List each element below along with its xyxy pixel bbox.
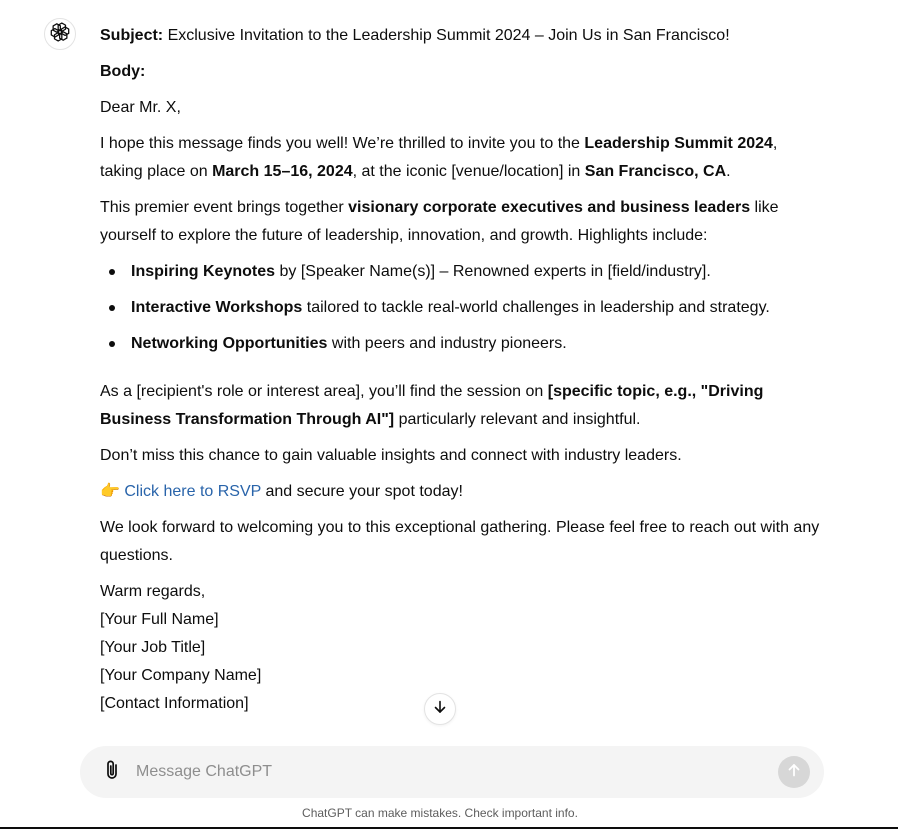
highlight-title: Networking Opportunities — [131, 335, 328, 352]
event-city: San Francisco, CA — [584, 163, 727, 180]
cta-paragraph: Don’t miss this chance to gain valuable insights and connect with industry leaders. — [100, 447, 682, 464]
rsvp-paragraph — [100, 478, 820, 506]
attach-button[interactable] — [100, 759, 124, 785]
pointing-hand-icon: 👉 — [100, 483, 120, 500]
message-input[interactable] — [136, 760, 756, 784]
highlight-text: tailored to tackle real-world challenges in leadership and strategy. — [302, 299, 770, 316]
highlight-title: Inspiring Keynotes — [131, 263, 276, 280]
body-label: Body: — [100, 63, 146, 80]
subject-text: Exclusive Invitation to the Leadership Summit 2024 – Join Us in San Francisco! — [163, 27, 730, 44]
event-name: Leadership Summit 2024 — [584, 135, 773, 152]
intro-paragraph — [100, 130, 820, 186]
email-subject — [100, 22, 820, 50]
intro-text: . — [726, 163, 731, 180]
rsvp-link[interactable]: Click here to RSVP — [124, 483, 262, 500]
event-text: This premier event brings together — [100, 199, 349, 216]
highlight-title: Interactive Workshops — [131, 299, 303, 316]
assistant-avatar — [44, 18, 76, 50]
assistant-message — [100, 22, 820, 726]
session-paragraph — [100, 378, 820, 434]
intro-text: , taking place on — [100, 135, 778, 180]
signature-line: Warm regards, — [100, 583, 206, 600]
session-text: particularly relevant and insightful. — [394, 411, 641, 428]
send-button[interactable] — [778, 756, 810, 788]
signature-block — [100, 578, 820, 718]
intro-text: I hope this message finds you well! We’re thrilled to invite you to the — [100, 135, 585, 152]
list-item — [131, 330, 820, 358]
signature-line: [Your Full Name] — [100, 611, 219, 628]
paperclip-icon — [103, 759, 121, 786]
email-greeting: Dear Mr. X, — [100, 99, 181, 116]
highlight-text: with peers and industry pioneers. — [327, 335, 567, 352]
signature-line: [Contact Information] — [100, 695, 249, 712]
arrow-down-icon — [432, 699, 448, 720]
session-topic: [specific topic, e.g., "Driving Business Transformation Through AI"] — [100, 383, 764, 428]
list-item — [131, 294, 820, 322]
disclaimer-text: ChatGPT can make mistakes. Check important info. — [302, 806, 578, 820]
session-text: As a [recipient's role or interest area], you’ll find the session on — [100, 383, 548, 400]
message-composer — [80, 746, 824, 798]
signature-line: [Your Company Name] — [100, 667, 262, 684]
highlights-list — [100, 258, 820, 358]
scroll-to-bottom-button[interactable] — [424, 693, 456, 725]
openai-logo-icon — [49, 21, 71, 48]
arrow-up-icon — [786, 762, 802, 783]
intro-text: , at the iconic [venue/location] in — [352, 163, 585, 180]
email-body-label — [100, 58, 820, 86]
list-item — [131, 258, 820, 286]
highlight-text: by [Speaker Name(s)] – Renowned experts in [field/industry]. — [275, 263, 711, 280]
subject-label: Subject: — [100, 27, 164, 44]
event-paragraph — [100, 194, 820, 250]
rsvp-text: and secure your spot today! — [261, 483, 463, 500]
event-dates: March 15–16, 2024 — [212, 163, 353, 180]
event-text: like yourself to explore the future of leadership, innovation, and growth. Highlights include: — [100, 199, 779, 244]
signature-line: [Your Job Title] — [100, 639, 206, 656]
audience-text: visionary corporate executives and business leaders — [348, 199, 751, 216]
closing-paragraph: We look forward to welcoming you to this exceptional gathering. Please feel free to reach out with any questions. — [100, 519, 820, 564]
